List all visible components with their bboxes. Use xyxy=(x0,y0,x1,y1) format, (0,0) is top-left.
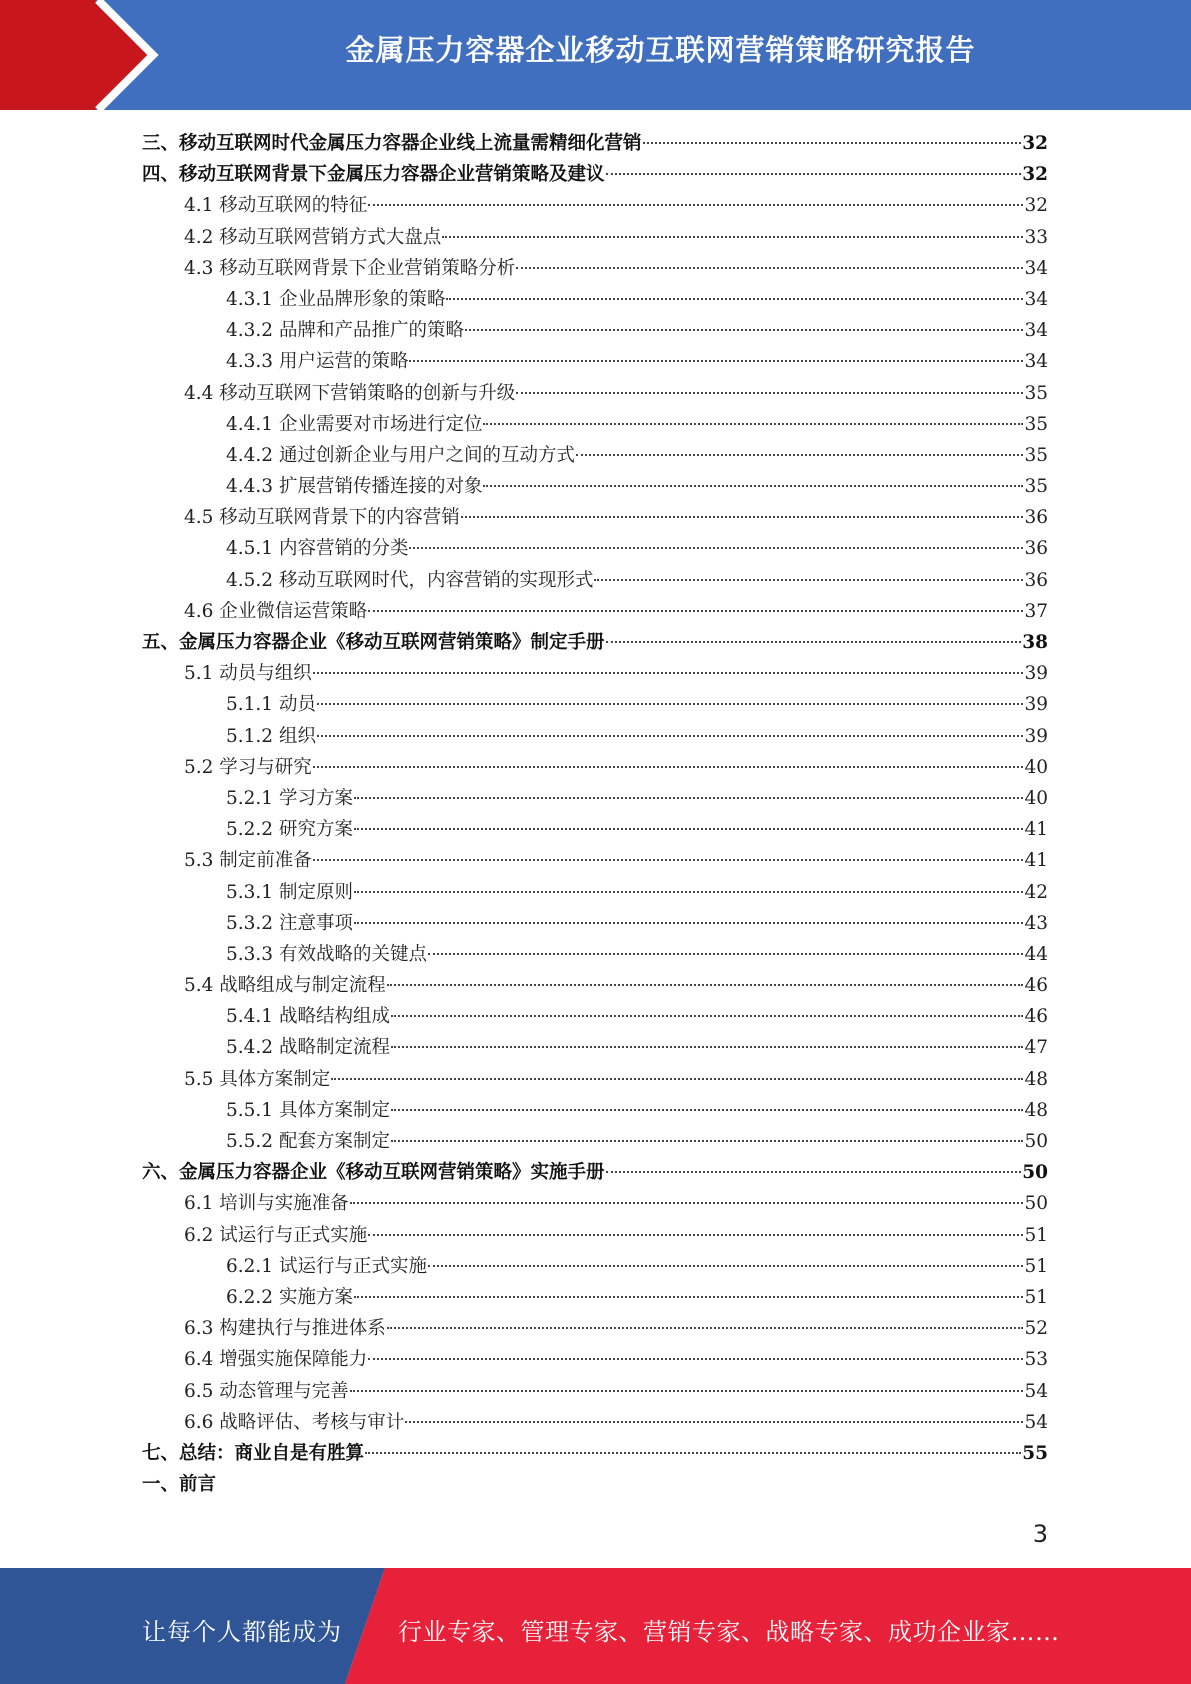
toc-entry-title: 七、总结：商业自是有胜算 xyxy=(142,1442,365,1464)
toc-entry-title: 5.4.2 战略制定流程 xyxy=(226,1037,390,1059)
header-banner xyxy=(0,0,1191,110)
toc-dot-leader xyxy=(331,1078,1023,1080)
toc-entry[interactable] xyxy=(142,1251,1048,1282)
toc-entry-page: 40 xyxy=(1024,756,1048,778)
toc-dot-leader xyxy=(465,329,1023,331)
toc-entry[interactable] xyxy=(142,845,1048,876)
toc-dot-leader xyxy=(368,1234,1023,1236)
toc-entry-title: 5.3.2 注意事项 xyxy=(226,912,353,934)
toc-entry-page: 32 xyxy=(1024,195,1048,217)
toc-dot-leader xyxy=(606,641,1022,643)
toc-dot-leader xyxy=(354,1296,1024,1298)
toc-dot-leader xyxy=(461,516,1024,518)
toc-entry-title: 5.5.2 配套方案制定 xyxy=(226,1131,390,1152)
toc-entry-page: 34 xyxy=(1024,351,1048,373)
toc-dot-leader xyxy=(576,454,1023,456)
toc-entry-title: 5.1.1 动员 xyxy=(226,694,316,716)
toc-entry[interactable] xyxy=(142,783,1048,814)
toc-entry[interactable] xyxy=(142,565,1048,596)
toc-dot-leader xyxy=(354,797,1024,799)
toc-entry-title: 5.2.1 学习方案 xyxy=(226,787,353,809)
toc-entry[interactable] xyxy=(142,1126,1048,1157)
toc-entry[interactable] xyxy=(142,689,1048,720)
toc-dot-leader xyxy=(313,766,1024,768)
toc-entry-title: 5.4.1 战略结构组成 xyxy=(226,1006,390,1028)
toc-entry[interactable] xyxy=(142,1157,1048,1188)
toc-dot-leader xyxy=(313,672,1024,674)
toc-entry[interactable] xyxy=(142,1313,1048,1344)
toc-entry-title: 5.3.3 有效战略的关键点 xyxy=(226,943,427,965)
toc-entry-page: 50 xyxy=(1024,1131,1048,1152)
toc-entry-title: 4.5 移动互联网背景下的内容营销 xyxy=(184,507,460,529)
toc-entry[interactable] xyxy=(142,1344,1048,1375)
toc-entry[interactable] xyxy=(142,1469,1048,1500)
toc-entry[interactable] xyxy=(142,877,1048,908)
toc-dot-leader xyxy=(643,142,1022,144)
toc-entry-page: 36 xyxy=(1024,538,1048,560)
toc-entry[interactable] xyxy=(142,1095,1048,1126)
toc-dot-leader xyxy=(350,1202,1024,1204)
toc-entry-title: 5.4 战略组成与制定流程 xyxy=(184,975,386,997)
toc-entry[interactable] xyxy=(142,752,1048,783)
toc-entry-title: 6.2.1 试运行与正式实施 xyxy=(226,1255,427,1277)
toc-entry[interactable] xyxy=(142,440,1048,471)
toc-entry-title: 4.3 移动互联网背景下企业营销策略分析 xyxy=(184,257,516,279)
toc-entry[interactable] xyxy=(142,533,1048,564)
toc-dot-leader xyxy=(368,1358,1023,1360)
toc-dot-leader xyxy=(483,485,1023,487)
toc-entry-title: 4.2 移动互联网营销方式大盘点 xyxy=(184,226,442,248)
toc-entry-page: 39 xyxy=(1024,694,1048,716)
toc-entry-page: 51 xyxy=(1024,1255,1048,1277)
toc-entry-page: 34 xyxy=(1024,288,1048,310)
toc-entry-title: 4.3.1 企业品牌形象的策略 xyxy=(226,288,446,310)
toc-dot-leader xyxy=(368,610,1023,612)
footer-banner xyxy=(0,1568,1191,1684)
toc-entry-title: 5.2.2 研究方案 xyxy=(226,819,353,841)
toc-entry[interactable] xyxy=(142,1220,1048,1251)
toc-entry-title: 5.1 动员与组织 xyxy=(184,663,312,685)
toc-entry-title: 5.5 具体方案制定 xyxy=(184,1068,331,1090)
toc-dot-leader xyxy=(391,1046,1023,1048)
toc-dot-leader xyxy=(354,828,1024,830)
toc-entry-title: 5.3 制定前准备 xyxy=(184,850,312,872)
toc-entry[interactable] xyxy=(142,814,1048,845)
toc-entry-page: 35 xyxy=(1024,413,1048,435)
toc-entry-page: 52 xyxy=(1024,1318,1048,1340)
toc-entry[interactable] xyxy=(142,908,1048,939)
toc-entry-title: 4.4.2 通过创新企业与用户之间的互动方式 xyxy=(226,444,575,466)
table-of-contents xyxy=(142,128,1048,1500)
toc-entry-page: 44 xyxy=(1024,943,1048,965)
toc-entry[interactable] xyxy=(142,1001,1048,1032)
toc-entry-title: 4.3.2 品牌和产品推广的策略 xyxy=(226,320,464,342)
toc-entry[interactable] xyxy=(142,1407,1048,1438)
toc-entry-page: 36 xyxy=(1024,569,1048,591)
toc-entry[interactable] xyxy=(142,1376,1048,1407)
toc-dot-leader xyxy=(365,1452,1021,1454)
toc-dot-leader xyxy=(606,173,1022,175)
footer-slogan-right: 行业专家、管理专家、营销专家、战略专家、成功企业家…… xyxy=(398,1618,1060,1646)
toc-dot-leader xyxy=(354,922,1024,924)
toc-entry[interactable] xyxy=(142,409,1048,440)
toc-entry-title: 4.4.1 企业需要对市场进行定位 xyxy=(226,413,483,435)
toc-entry-title: 三、移动互联网时代金属压力容器企业线上流量需精细化营销 xyxy=(142,133,642,154)
toc-entry-page: 48 xyxy=(1024,1099,1048,1121)
toc-entry[interactable] xyxy=(142,190,1048,221)
toc-entry-page: 50 xyxy=(1024,1193,1048,1215)
toc-dot-leader xyxy=(428,1265,1023,1267)
toc-entry[interactable] xyxy=(142,284,1048,315)
toc-entry[interactable] xyxy=(142,939,1048,970)
toc-entry-page: 33 xyxy=(1024,226,1048,248)
toc-entry[interactable] xyxy=(142,658,1048,689)
toc-dot-leader xyxy=(391,1140,1023,1142)
toc-entry-page: 42 xyxy=(1024,881,1048,903)
toc-entry-page: 36 xyxy=(1024,507,1048,529)
toc-entry-page: 41 xyxy=(1024,819,1048,841)
toc-entry-title: 4.5.2 移动互联网时代，内容营销的实现形式 xyxy=(226,569,594,591)
toc-entry[interactable] xyxy=(142,471,1048,502)
toc-entry-title: 6.2 试运行与正式实施 xyxy=(184,1224,368,1246)
toc-dot-leader xyxy=(317,703,1024,705)
toc-entry-title: 4.4 移动互联网下营销策略的创新与升级 xyxy=(184,382,516,404)
toc-entry-title: 6.6 战略评估、考核与审计 xyxy=(184,1411,405,1433)
toc-entry-page: 38 xyxy=(1022,632,1048,653)
toc-dot-leader xyxy=(368,204,1023,206)
toc-entry-page: 35 xyxy=(1024,382,1048,404)
toc-entry-page: 43 xyxy=(1024,912,1048,934)
toc-dot-leader xyxy=(428,953,1023,955)
toc-dot-leader xyxy=(391,1109,1023,1111)
toc-entry-title: 一、前言 xyxy=(142,1474,217,1496)
toc-dot-leader xyxy=(442,236,1023,238)
toc-dot-leader xyxy=(317,735,1024,737)
toc-entry-page: 41 xyxy=(1024,850,1048,872)
toc-entry-title: 5.2 学习与研究 xyxy=(184,756,312,778)
toc-dot-leader xyxy=(516,392,1023,394)
toc-entry-page: 34 xyxy=(1024,257,1048,279)
toc-dot-leader xyxy=(409,360,1023,362)
toc-entry-title: 6.2.2 实施方案 xyxy=(226,1286,353,1308)
toc-entry[interactable] xyxy=(142,1188,1048,1219)
toc-entry-title: 五、金属压力容器企业《移动互联网营销策略》制定手册 xyxy=(142,632,605,653)
toc-entry-page: 46 xyxy=(1024,1006,1048,1028)
toc-entry-title: 4.5.1 内容营销的分类 xyxy=(226,538,409,560)
toc-entry-title: 5.5.1 具体方案制定 xyxy=(226,1099,390,1121)
toc-entry[interactable] xyxy=(142,253,1048,284)
toc-dot-leader xyxy=(594,579,1023,581)
toc-entry-page: 32 xyxy=(1022,164,1048,186)
toc-entry[interactable] xyxy=(142,128,1048,159)
toc-entry[interactable] xyxy=(142,970,1048,1001)
toc-dot-leader xyxy=(350,1390,1024,1392)
document-title: 金属压力容器企业移动互联网营销策略研究报告 xyxy=(345,33,976,67)
toc-entry-page: 48 xyxy=(1024,1068,1048,1090)
toc-dot-leader xyxy=(516,267,1023,269)
toc-entry[interactable] xyxy=(142,346,1048,377)
toc-entry[interactable] xyxy=(142,721,1048,752)
toc-entry[interactable] xyxy=(142,596,1048,627)
toc-entry-page: 50 xyxy=(1022,1162,1048,1184)
toc-dot-leader xyxy=(313,859,1024,861)
toc-entry-title: 4.4.3 扩展营销传播连接的对象 xyxy=(226,476,483,498)
toc-entry-page: 40 xyxy=(1024,787,1048,809)
toc-entry-page: 53 xyxy=(1024,1349,1048,1371)
page-number: 3 xyxy=(1032,1520,1048,1548)
toc-entry-page: 51 xyxy=(1024,1224,1048,1246)
toc-entry[interactable] xyxy=(142,627,1048,658)
toc-entry[interactable] xyxy=(142,1282,1048,1313)
toc-entry[interactable] xyxy=(142,1438,1048,1469)
toc-entry-page: 35 xyxy=(1024,476,1048,498)
toc-entry-page: 47 xyxy=(1024,1037,1048,1059)
toc-entry-title: 4.3.3 用户运营的策略 xyxy=(226,351,409,373)
toc-entry-title: 4.6 企业微信运营策略 xyxy=(184,600,368,622)
toc-entry-title: 6.1 培训与实施准备 xyxy=(184,1193,349,1215)
toc-entry-page: 37 xyxy=(1024,600,1048,622)
toc-entry[interactable] xyxy=(142,222,1048,253)
toc-entry[interactable] xyxy=(142,1064,1048,1095)
toc-entry-page: 39 xyxy=(1024,725,1048,747)
toc-entry-page: 35 xyxy=(1024,444,1048,466)
toc-entry-title: 四、移动互联网背景下金属压力容器企业营销策略及建议 xyxy=(142,164,605,186)
toc-entry-page: 55 xyxy=(1022,1442,1048,1464)
toc-entry[interactable] xyxy=(142,502,1048,533)
footer-slogan-left: 让每个人都能成为 xyxy=(142,1618,342,1646)
toc-entry[interactable] xyxy=(142,378,1048,409)
toc-entry-page: 32 xyxy=(1022,133,1048,154)
toc-entry-page: 39 xyxy=(1024,663,1048,685)
toc-entry[interactable] xyxy=(142,315,1048,346)
toc-entry-page: 34 xyxy=(1024,320,1048,342)
toc-entry[interactable] xyxy=(142,159,1048,190)
toc-dot-leader xyxy=(606,1171,1022,1173)
toc-dot-leader xyxy=(446,298,1023,300)
toc-entry-title: 5.1.2 组织 xyxy=(226,725,316,747)
toc-entry-title: 5.3.1 制定原则 xyxy=(226,881,353,903)
toc-entry-title: 4.1 移动互联网的特征 xyxy=(184,195,368,217)
toc-entry-title: 6.5 动态管理与完善 xyxy=(184,1380,349,1402)
toc-dot-leader xyxy=(483,423,1023,425)
toc-entry-title: 六、金属压力容器企业《移动互联网营销策略》实施手册 xyxy=(142,1162,605,1184)
toc-entry[interactable] xyxy=(142,1032,1048,1063)
toc-entry-page: 51 xyxy=(1024,1286,1048,1308)
toc-dot-leader xyxy=(405,1421,1023,1423)
toc-dot-leader xyxy=(354,891,1024,893)
toc-dot-leader xyxy=(409,547,1023,549)
toc-dot-leader xyxy=(387,1327,1024,1329)
toc-entry-page: 46 xyxy=(1024,975,1048,997)
toc-entry-title: 6.4 增强实施保障能力 xyxy=(184,1349,368,1371)
toc-entry-page: 54 xyxy=(1024,1380,1048,1402)
toc-entry-page: 54 xyxy=(1024,1411,1048,1433)
toc-dot-leader xyxy=(391,1015,1023,1017)
toc-entry-title: 6.3 构建执行与推进体系 xyxy=(184,1318,386,1340)
toc-dot-leader xyxy=(387,984,1024,986)
